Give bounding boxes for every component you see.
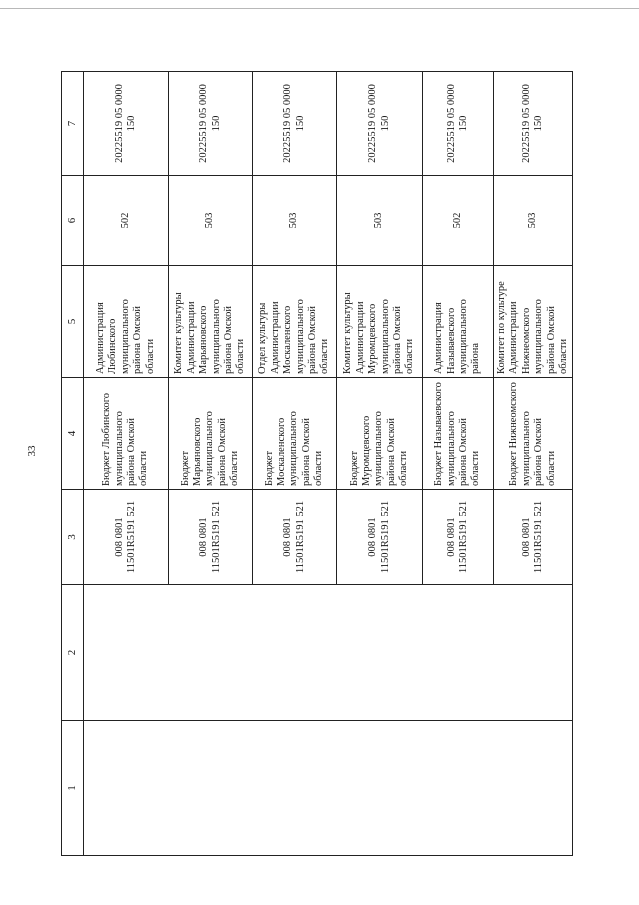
code-cell: 008 0801 11501R5191 521: [494, 490, 573, 585]
revenue-code-cell: 20225519 05 0000 150: [84, 72, 169, 176]
code-cell: 008 0801 11501R5191 521: [337, 490, 423, 585]
code-cell: 008 0801 11501R5191 521: [84, 490, 169, 585]
table-row: [84, 72, 169, 856]
budget-cell: Бюджет Любинского муниципального района Омской области: [84, 378, 169, 490]
administrator-cell: Комитет культуры Администрации Марьяновского муниципального района Омской области: [169, 266, 253, 378]
code-6-cell: 503: [253, 176, 337, 266]
column-header: 1: [62, 721, 84, 856]
administrator-cell: Администрация Называевского муниципального района: [423, 266, 494, 378]
col2-cell: [84, 585, 573, 721]
column-header: 3: [62, 490, 84, 585]
budget-cell: Бюджет Называевского муниципального района Омской области: [423, 378, 494, 490]
code-6-cell: 502: [84, 176, 169, 266]
code-6-cell: 503: [337, 176, 423, 266]
code-cell: 008 0801 11501R5191 521: [423, 490, 494, 585]
table-container: [61, 84, 569, 856]
revenue-code-cell: 20225519 05 0000 150: [337, 72, 423, 176]
page-number: 33: [26, 445, 38, 457]
administrator-cell: Администрация Любинского муниципального района Омской области: [84, 266, 169, 378]
code-6-cell: 503: [494, 176, 573, 266]
administrator-cell: Отдел культуры Администрации Москаленского муниципального района Омской области: [253, 266, 337, 378]
budget-cell: Бюджет Муромцевского муниципального района Омской области: [337, 378, 423, 490]
revenue-code-cell: 20225519 05 0000 150: [253, 72, 337, 176]
code-cell: 008 0801 11501R5191 521: [169, 490, 253, 585]
column-header: 7: [62, 72, 84, 176]
revenue-code-cell: 20225519 05 0000 150: [494, 72, 573, 176]
revenue-code-cell: 20225519 05 0000 150: [423, 72, 494, 176]
administrator-cell: Комитет по культуре Администрации Нижнеомского муниципального района Омской области: [494, 266, 573, 378]
page-top-rule: [0, 8, 639, 9]
budget-cell: Бюджет Нижнеомского муниципального района Омской области: [494, 378, 573, 490]
code-6-cell: 502: [423, 176, 494, 266]
column-header: 2: [62, 585, 84, 721]
budget-cell: Бюджет Марьяновского муниципального района Омской области: [169, 378, 253, 490]
budget-allocation-table: [61, 71, 573, 856]
column-header: 6: [62, 176, 84, 266]
col1-cell: [84, 721, 573, 856]
administrator-cell: Комитет культуры Администрации Муромцевского муниципального района Омской области: [337, 266, 423, 378]
column-header: 4: [62, 378, 84, 490]
column-header: 5: [62, 266, 84, 378]
code-6-cell: 503: [169, 176, 253, 266]
budget-cell: Бюджет Москаленского муниципального района Омской области: [253, 378, 337, 490]
table-header-row: [62, 72, 84, 856]
code-cell: 008 0801 11501R5191 521: [253, 490, 337, 585]
revenue-code-cell: 20225519 05 0000 150: [169, 72, 253, 176]
